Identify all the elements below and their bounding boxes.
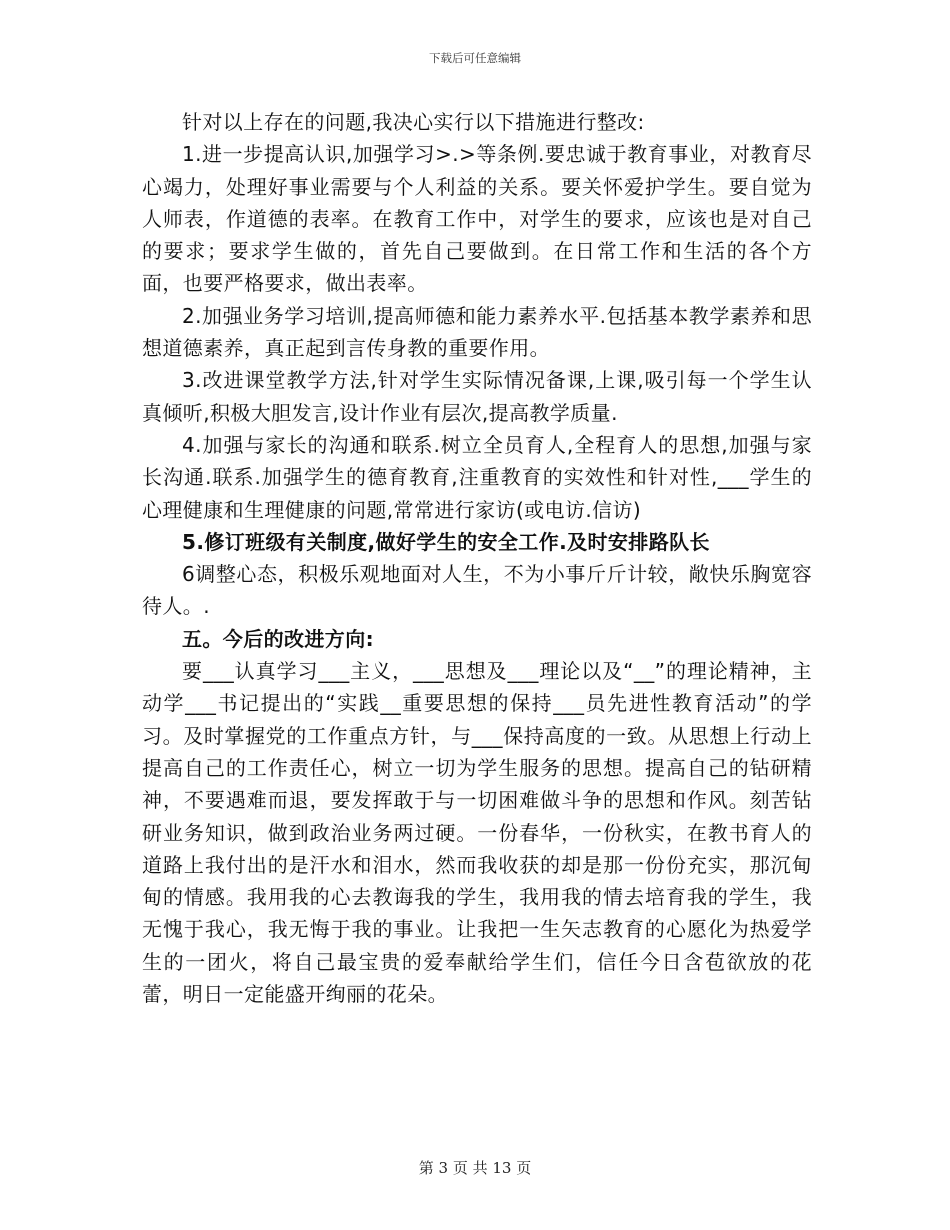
measure-3-paragraph: 3.改进课堂教学方法,针对学生实际情况备课,上课,吸引每一个学生认真倾听,积极大胆发言,设计作业有层次,提高教学质量.	[142, 368, 812, 425]
measure-4-paragraph: 4.加强与家长的沟通和联系.树立全员育人,全程育人的思想,加强与家长沟通.联系.加强学生的德育教育,注重教育的实效性和针对性,___学生的心理健康和生理健康的问题,常常进行家访(或电访.信访)	[142, 432, 812, 522]
measure-5-paragraph: 5.修订班级有关制度,做好学生的安全工作.及时安排路队长	[182, 529, 710, 554]
page-header-note: 下载后可任意编辑	[429, 51, 521, 65]
section-heading: 五。今后的改进方向:	[182, 626, 374, 651]
measure-1-paragraph: 1.进一步提高认识,加强学习>.>等条例.要忠诚于教育事业，对教育尽心竭力，处理好事业需要与个人利益的关系。要关怀爱护学生。要自觉为人师表，作道德的表率。在教育工作中，对学生的要求，应该也是对自己的要求；要求学生做的，首先自己要做到。在日常工作和生活的各个方面，也要严格要求，做出表率。	[142, 142, 812, 296]
intro-paragraph: 针对以上存在的问题,我决心实行以下措施进行整改:	[182, 110, 645, 134]
measure-6-paragraph: 6调整心态，积极乐观地面对人生，不为小事斤斤计较，敞快乐胸宽容待人。.	[142, 562, 812, 619]
document-body	[142, 106, 812, 1010]
measure-2-paragraph: 2.加强业务学习培训,提高师德和能力素养水平.包括基本教学素养和思想道德素养，真正起到言传身教的重要作用。	[142, 303, 812, 361]
improvement-direction-paragraph: 要___认真学习___主义，___思想及___理论以及“__”的理论精神，主动学___书记提出的“实践__重要思想的保持___员先进性教育活动”的学习。及时掌握党的工作重点方针，与___保持高度的一致。从思想上行动上提高自己的工作责任心，树立一切为学生服务的思想。提高自己的钻研精神，不要遇难而退，要发挥敢于与一切困难做斗争的思想和作风。刻苦钻研业务知识，做到政治业务两过硬。一份春华，一份秋实，在教书育人的道路上我付出的是汗水和泪水，然而我收获的却是那一份份充实，那沉甸甸的情感。我用我的心去教诲我的学生，我用我的情去培育我的学生，我无愧于我心，我无悔于我的事业。让我把一生矢志教育的心愿化为热爱学生的一团火，将自己最宝贵的爱奉献给学生们，信任今日含苞欲放的花蕾，明日一定能盛开绚丽的花朵。	[142, 659, 812, 1007]
page-footer-number: 第 3 页 共 13 页	[418, 1159, 532, 1177]
